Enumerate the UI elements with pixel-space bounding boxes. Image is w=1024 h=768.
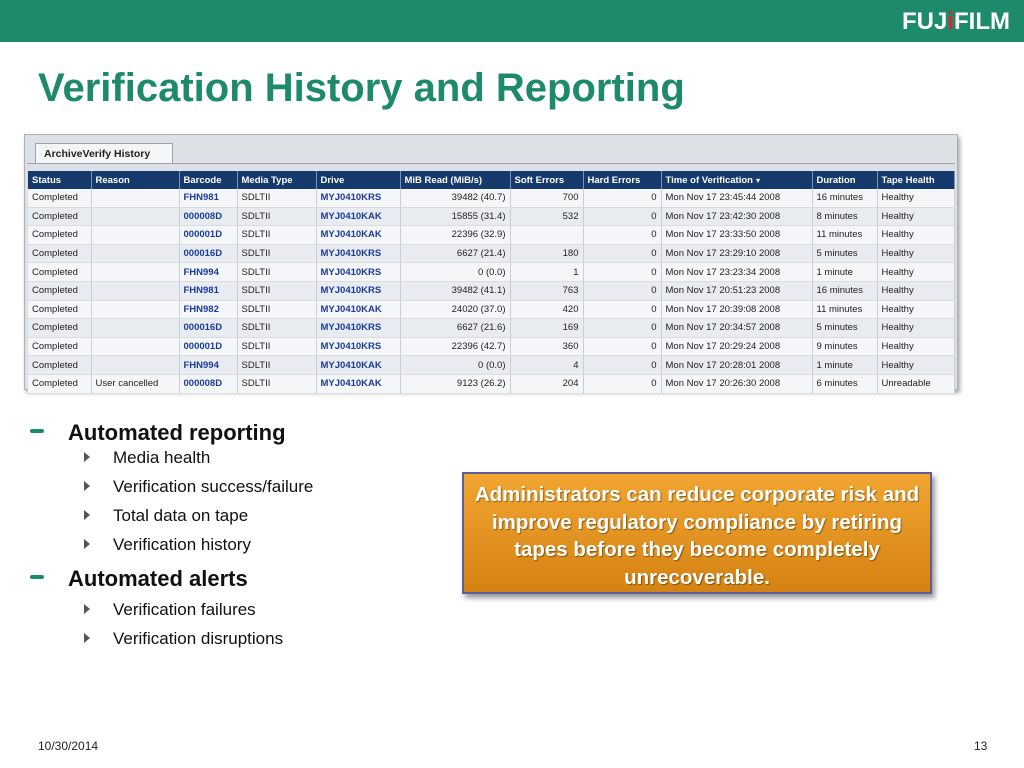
table-cell: Healthy [877,356,954,375]
table-cell [91,226,179,245]
table-cell: Healthy [877,207,954,226]
table-cell: 700 [510,189,583,207]
table-cell: FHN994 [179,263,237,282]
column-header-label: Status [32,174,62,186]
table-cell: SDLTII [237,374,316,393]
table-row[interactable] [28,374,954,393]
table-cell: User cancelled [91,374,179,393]
column-header[interactable] [583,171,661,189]
table-cell: 24020 (37.0) [400,300,510,319]
table-cell: Healthy [877,263,954,282]
table-cell: 420 [510,300,583,319]
table-row[interactable] [28,356,954,375]
table-cell: 4 [510,356,583,375]
table-cell: Healthy [877,281,954,300]
table-cell: SDLTII [237,319,316,338]
table-cell: 0 [583,319,661,338]
table-cell: 000001D [179,226,237,245]
table-cell: 15855 (31.4) [400,207,510,226]
column-header-label: Soft Errors [514,174,565,186]
table-cell: SDLTII [237,356,316,375]
table-cell: MYJ0410KRS [316,189,400,207]
table-cell: Mon Nov 17 20:34:57 2008 [661,319,812,338]
table-cell: 5 minutes [812,244,877,263]
table-cell: MYJ0410KRS [316,263,400,282]
column-header-label: Hard Errors [587,174,641,186]
callout-box: Administrators can reduce corporate risk and improve regulatory compliance by retiring tapes before they become completely unrecoverable. [462,472,932,594]
table-cell: Mon Nov 17 23:29:10 2008 [661,244,812,263]
table-cell: Completed [28,244,91,263]
table-row[interactable] [28,319,954,338]
table-cell: Mon Nov 17 20:29:24 2008 [661,337,812,356]
table-cell: 22396 (42.7) [400,337,510,356]
table-cell: MYJ0410KRS [316,319,400,338]
table-cell: FHN981 [179,189,237,207]
triangle-right-icon [84,539,90,549]
sub-bullet [30,477,450,506]
table-cell: Healthy [877,244,954,263]
table-cell [91,319,179,338]
table-cell: 1 minute [812,356,877,375]
tab-archiveverify-history[interactable]: ArchiveVerify History [35,143,173,163]
table-cell: FHN994 [179,356,237,375]
sub-bullet [30,629,450,658]
table-cell: SDLTII [237,226,316,245]
table-cell: 0 [583,226,661,245]
column-header-label: Drive [320,174,345,186]
table-cell: MYJ0410KAK [316,356,400,375]
sub-bullet [30,600,450,629]
table-cell: 11 minutes [812,226,877,245]
table-cell: 180 [510,244,583,263]
sub-bullet-label: Total data on tape [113,506,249,525]
table-row[interactable] [28,207,954,226]
history-table [28,171,955,394]
table-cell: MYJ0410KAK [316,374,400,393]
table-cell: 1 minute [812,263,877,282]
sub-bullet-label: Verification disruptions [113,629,284,648]
top-bar [0,0,1024,42]
table-cell: SDLTII [237,207,316,226]
column-header[interactable] [877,171,954,189]
sub-bullet [30,448,450,477]
table-cell: Completed [28,189,91,207]
table-cell: Mon Nov 17 23:23:34 2008 [661,263,812,282]
table-cell: MYJ0410KRS [316,244,400,263]
table-cell: 0 (0.0) [400,263,510,282]
table-row[interactable] [28,263,954,282]
table-cell: Mon Nov 17 20:39:08 2008 [661,300,812,319]
table-cell: SDLTII [237,337,316,356]
table-cell: Healthy [877,189,954,207]
table-cell: 0 [583,300,661,319]
table-cell: 0 [583,337,661,356]
table-cell: MYJ0410KRS [316,337,400,356]
sub-bullet-label: Verification failures [113,600,256,619]
table-cell: 1 [510,263,583,282]
table-cell: Mon Nov 17 20:51:23 2008 [661,281,812,300]
triangle-right-icon [84,452,90,462]
slide-title: Verification History and Reporting [38,66,685,110]
triangle-right-icon [84,633,90,643]
bullet-list [30,420,450,658]
table-row[interactable] [28,337,954,356]
sub-bullet [30,535,450,564]
table-cell: 360 [510,337,583,356]
table-cell: 0 [583,207,661,226]
table-cell: 0 [583,374,661,393]
table-cell: Completed [28,207,91,226]
table-cell: Completed [28,300,91,319]
table-cell [510,226,583,245]
table-cell: MYJ0410KRS [316,281,400,300]
table-cell: Completed [28,319,91,338]
column-header[interactable] [91,171,179,189]
table-cell: 000008D [179,207,237,226]
column-header-label: Tape Health [881,174,935,186]
table-cell: SDLTII [237,189,316,207]
table-cell: 0 [583,244,661,263]
column-header[interactable] [510,171,583,189]
table-cell: 532 [510,207,583,226]
table-cell: FHN981 [179,281,237,300]
table-cell: Completed [28,337,91,356]
table-cell: 5 minutes [812,319,877,338]
column-header-label: Time of Verification [665,174,753,186]
column-header-label: Barcode [183,174,222,186]
table-cell [91,281,179,300]
bullet-label: Automated reporting [68,420,286,445]
table-cell: 8 minutes [812,207,877,226]
table-cell: 16 minutes [812,189,877,207]
column-header-label: Reason [95,174,130,186]
table-cell: 39482 (41.1) [400,281,510,300]
column-header[interactable] [812,171,877,189]
footer-date: 10/30/2014 [38,739,99,753]
table-cell [91,356,179,375]
bullet-dash-icon [30,429,44,433]
table-cell: 0 (0.0) [400,356,510,375]
triangle-right-icon [84,481,90,491]
table-cell: SDLTII [237,244,316,263]
column-header[interactable] [179,171,237,189]
table-row[interactable] [28,189,954,207]
bullet-automated-alerts [30,566,450,594]
table-cell: SDLTII [237,263,316,282]
table-row[interactable] [28,281,954,300]
table-cell: Healthy [877,337,954,356]
column-header-label: Duration [816,174,856,186]
table-cell: MYJ0410KAK [316,226,400,245]
table-cell: 0 [583,281,661,300]
table-cell: 0 [583,356,661,375]
table-cell: MYJ0410KAK [316,300,400,319]
table-cell: 11 minutes [812,300,877,319]
table-cell: 204 [510,374,583,393]
table-row[interactable] [28,226,954,245]
table-cell: 000008D [179,374,237,393]
bullet-dash-icon [30,575,44,579]
table-cell: 39482 (40.7) [400,189,510,207]
sub-bullet-label: Verification success/failure [113,477,314,496]
column-header[interactable] [237,171,316,189]
table-row[interactable] [28,300,954,319]
column-header-label: MiB Read (MiB/s) [404,174,483,186]
column-header[interactable] [316,171,400,189]
table-cell: 6627 (21.6) [400,319,510,338]
table-cell [91,207,179,226]
table-cell [91,300,179,319]
table-cell [91,263,179,282]
table-cell: Completed [28,281,91,300]
table-cell: Mon Nov 17 20:26:30 2008 [661,374,812,393]
table-cell: 000016D [179,319,237,338]
table-cell: Healthy [877,319,954,338]
bullet-automated-reporting [30,420,450,448]
sub-bullet-label: Media health [113,448,211,467]
column-header[interactable] [28,171,91,189]
fujifilm-logo: FUJiFILM [902,8,1010,35]
table-cell: Mon Nov 17 23:42:30 2008 [661,207,812,226]
table-cell: 763 [510,281,583,300]
table-cell: 6 minutes [812,374,877,393]
table-cell: 000001D [179,337,237,356]
table-cell: Completed [28,226,91,245]
table-cell: Unreadable [877,374,954,393]
page-number: 13 [974,739,988,753]
table-cell: 0 [583,263,661,282]
table-cell [91,189,179,207]
table-cell: Completed [28,374,91,393]
table-cell: 9 minutes [812,337,877,356]
table-cell [91,337,179,356]
sub-bullet-label: Verification history [113,535,251,554]
table-cell: Mon Nov 17 20:28:01 2008 [661,356,812,375]
table-cell: Healthy [877,300,954,319]
column-header-label: Media Type [241,174,293,186]
table-cell: 9123 (26.2) [400,374,510,393]
table-cell: Healthy [877,226,954,245]
table-cell: Completed [28,263,91,282]
table-cell: Mon Nov 17 23:45:44 2008 [661,189,812,207]
table-cell [91,244,179,263]
table-cell: 0 [583,189,661,207]
table-header-row [28,171,954,189]
sub-bullet [30,506,450,535]
tab-divider [27,163,955,164]
table-cell: 000016D [179,244,237,263]
table-cell: Mon Nov 17 23:33:50 2008 [661,226,812,245]
table-cell: MYJ0410KAK [316,207,400,226]
table-cell: 16 minutes [812,281,877,300]
triangle-right-icon [84,604,90,614]
table-cell: SDLTII [237,300,316,319]
archiveverify-history-panel [24,134,958,390]
column-header[interactable] [661,171,812,189]
sort-descending-icon[interactable]: ▾ [755,175,760,185]
table-cell: 6627 (21.4) [400,244,510,263]
table-cell: 169 [510,319,583,338]
table-row[interactable] [28,244,954,263]
bullet-label: Automated alerts [68,566,248,591]
triangle-right-icon [84,510,90,520]
column-header[interactable] [400,171,510,189]
table-cell: 22396 (32.9) [400,226,510,245]
table-cell: SDLTII [237,281,316,300]
table-cell: Completed [28,356,91,375]
table-cell: FHN982 [179,300,237,319]
